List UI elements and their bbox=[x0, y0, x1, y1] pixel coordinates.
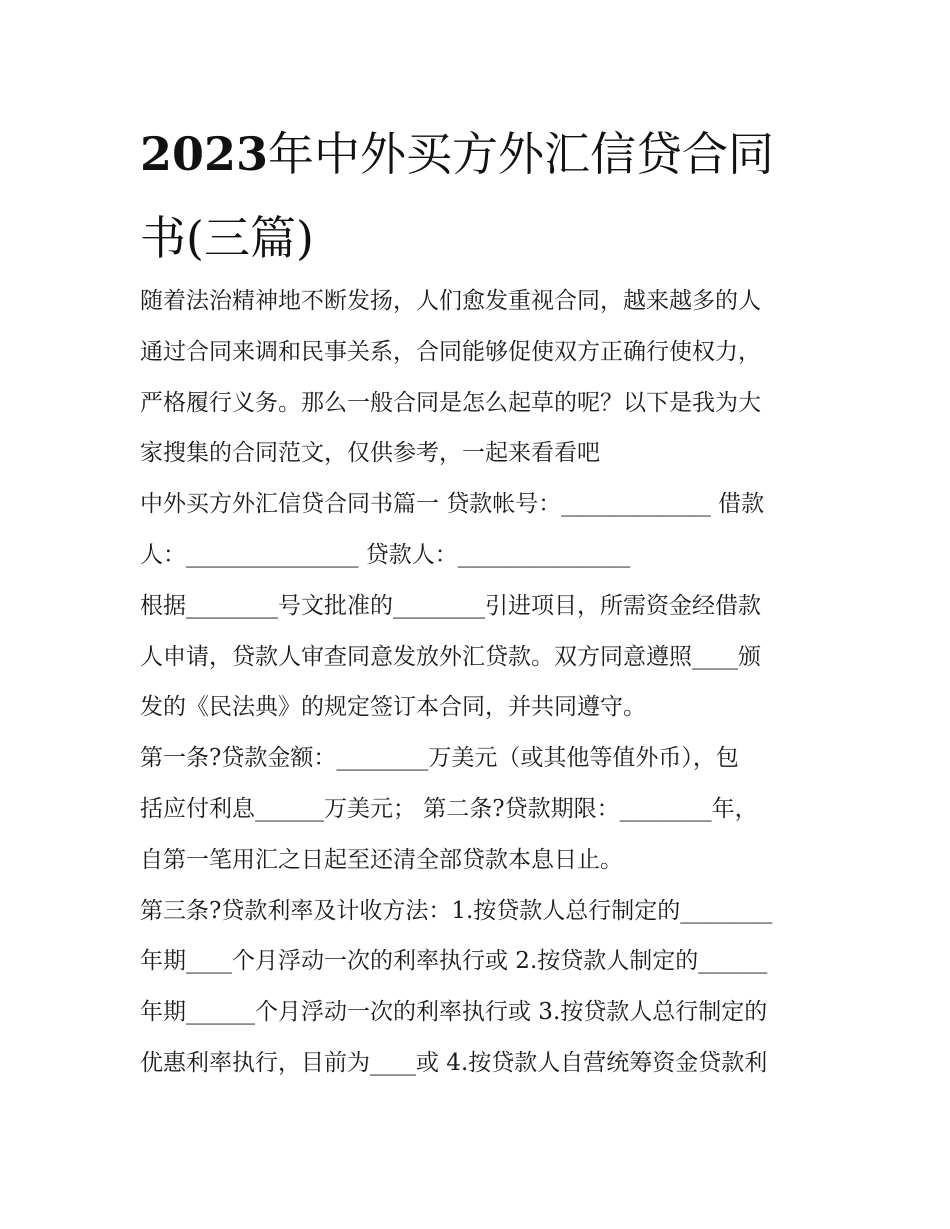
body-line: 人申请，贷款人审查同意发放外汇贷款。双方同意遵照____颁 bbox=[140, 643, 761, 670]
body-line: 第三条?贷款利率及计收方法：1.按贷款人总行制定的________ bbox=[140, 897, 773, 924]
title-year: 2023 bbox=[140, 127, 269, 181]
body-line: 通过合同来调和民事关系，合同能够促使双方正确行使权力， bbox=[140, 338, 761, 365]
body-line: 第一条?贷款金额：________万美元（或其他等值外币），包 bbox=[140, 745, 739, 772]
body-line: 年期______个月浮动一次的利率执行或 3.按贷款人总行制定的 bbox=[140, 999, 768, 1026]
body-line: 人：_______________ 贷款人：_______________ bbox=[140, 541, 631, 568]
body-line: 中外买方外汇信贷合同书篇一 贷款帐号：_____________ 借款 bbox=[140, 491, 765, 518]
body-line: 根据________号文批准的________引进项目，所需资金经借款 bbox=[140, 592, 761, 619]
title-line-2: 书(三篇) bbox=[140, 211, 314, 265]
body-line: 括应付利息______万美元； 第二条?贷款期限：________年， bbox=[140, 795, 758, 822]
body-line: 发的《民法典》的规定签订本合同，并共同遵守。 bbox=[140, 694, 646, 721]
document-title bbox=[140, 112, 820, 280]
body-line: 家搜集的合同范文，仅供参考，一起来看看吧 bbox=[140, 440, 600, 467]
body-line: 年期____个月浮动一次的利率执行或 2.按贷款人制定的______ bbox=[140, 948, 768, 975]
body-line: 自第一笔用汇之日起至还清全部贷款本息日止。 bbox=[140, 846, 623, 873]
body-line: 严格履行义务。那么一般合同是怎么起草的呢？以下是我为大 bbox=[140, 389, 761, 416]
title-line-1-text: 年中外买方外汇信贷合同 bbox=[268, 127, 775, 181]
title-line-1 bbox=[140, 112, 820, 196]
document-body bbox=[140, 276, 820, 1089]
body-line: 随着法治精神地不断发扬，人们愈发重视合同，越来越多的人 bbox=[140, 288, 761, 314]
body-line: 优惠利率执行，目前为____或 4.按贷款人自营统筹资金贷款利 bbox=[140, 1049, 768, 1076]
